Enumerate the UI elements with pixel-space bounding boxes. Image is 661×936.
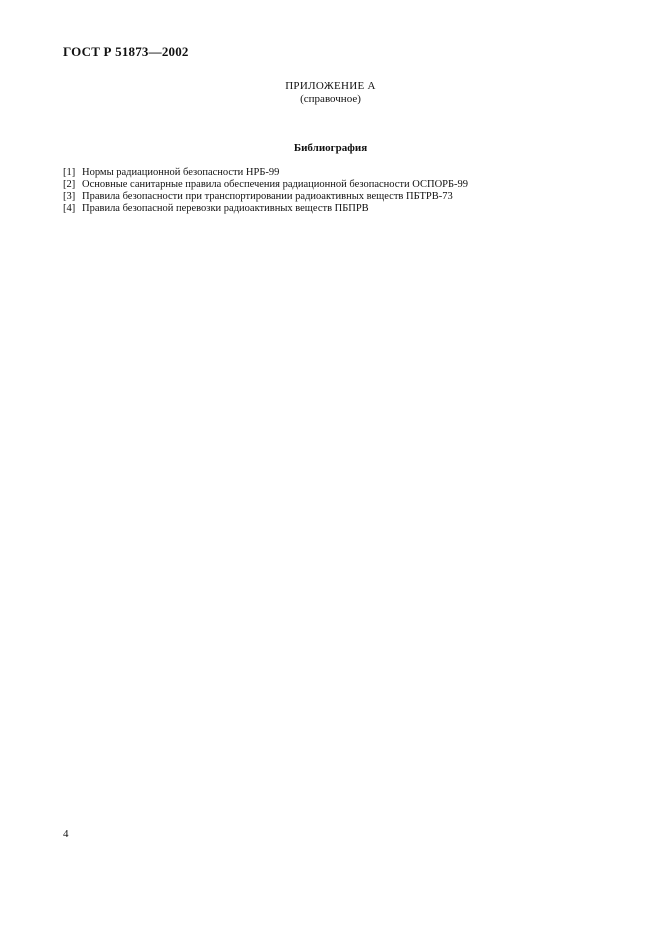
bibliography-item-number: [3] [63,191,76,202]
bibliography-list [63,167,468,215]
annex-subtitle: (справочное) [300,93,361,105]
bibliography-item-number: [1] [63,167,76,178]
document-code-header: ГОСТ Р 51873—2002 [63,44,189,59]
bibliography-item-text: Правила безопасности при транспортировании радиоактивных веществ ПБТРВ-73 [82,191,453,202]
annex-heading-block [0,80,661,106]
bibliography-heading: Библиография [293,142,368,154]
bibliography-item [63,179,468,191]
bibliography-item [63,203,468,215]
bibliography-item [63,191,468,203]
bibliography-item-text: Основные санитарные правила обеспечения радиационной безопасности ОСПОРБ-99 [82,179,469,190]
bibliography-item-text: Правила безопасной перевозки радиоактивных веществ ПБПРВ [82,203,369,214]
bibliography-item-number: [2] [63,179,76,190]
page-number: 4 [63,828,69,840]
annex-title: ПРИЛОЖЕНИЕ А [285,80,376,92]
bibliography-item [63,167,468,179]
bibliography-item-number: [4] [63,203,76,214]
bibliography-item-text: Нормы радиационной безопасности НРБ-99 [82,167,280,178]
